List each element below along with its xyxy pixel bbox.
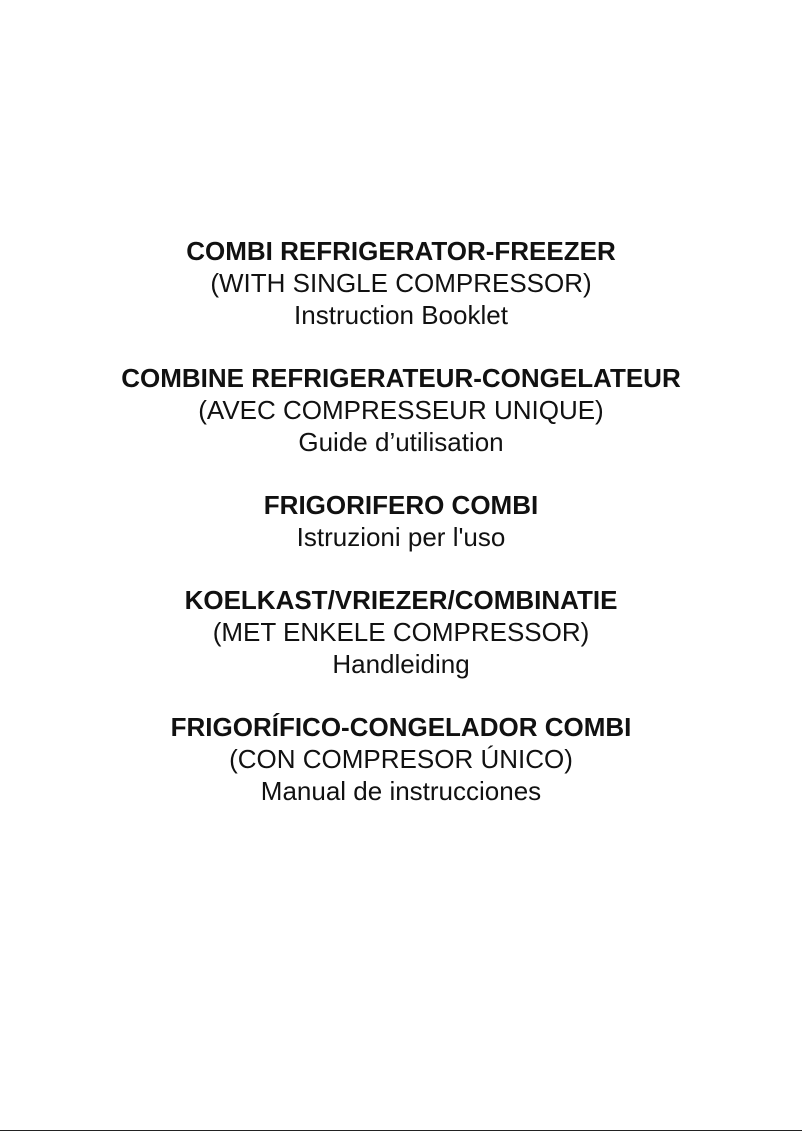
- english-section: [0, 235, 802, 331]
- french-section: [0, 362, 802, 458]
- spanish-doc-type: Manual de instrucciones: [260, 776, 542, 806]
- cover-sections: [0, 235, 802, 807]
- spanish-section: [0, 711, 802, 807]
- italian-title: FRIGORIFERO COMBI: [263, 490, 539, 520]
- english-doc-type: Instruction Booklet: [294, 300, 508, 330]
- page-bottom-divider: [0, 1130, 802, 1131]
- dutch-subtitle: (MET ENKELE COMPRESSOR): [212, 617, 590, 647]
- french-subtitle: (AVEC COMPRESSEUR UNIQUE): [198, 395, 604, 425]
- french-title: COMBINE REFRIGERATEUR-CONGELATEUR: [121, 363, 681, 393]
- italian-section: [0, 489, 802, 553]
- spanish-title: FRIGORÍFICO-CONGELADOR COMBI: [170, 712, 632, 742]
- french-doc-type: Guide d’utilisation: [298, 427, 504, 457]
- spanish-subtitle: (CON COMPRESOR ÚNICO): [229, 744, 573, 774]
- dutch-title: KOELKAST/VRIEZER/COMBINATIE: [184, 585, 618, 615]
- italian-doc-type: Istruzioni per l'uso: [296, 522, 506, 552]
- english-title: COMBI REFRIGERATOR-FREEZER: [186, 236, 616, 266]
- dutch-doc-type: Handleiding: [332, 649, 470, 679]
- english-subtitle: (WITH SINGLE COMPRESSOR): [210, 268, 592, 298]
- dutch-section: [0, 584, 802, 680]
